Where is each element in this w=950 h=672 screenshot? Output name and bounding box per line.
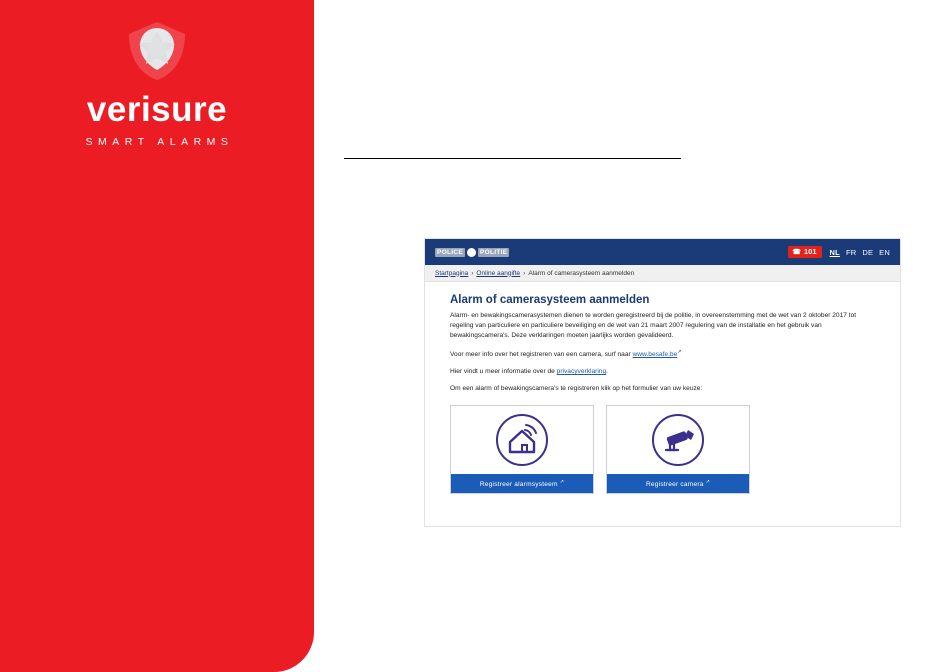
privacy-link[interactable]: privacyverklaring — [556, 368, 607, 376]
phone-icon: ☎ — [792, 248, 802, 256]
privacy-paragraph-suffix: . — [606, 368, 608, 376]
besafe-link[interactable]: www.besafe.be — [632, 350, 678, 358]
page-title: Alarm of camerasysteem aanmelden — [450, 294, 650, 306]
verisure-brand-panel — [0, 0, 314, 672]
horizontal-rule — [344, 158, 681, 159]
choose-form-paragraph: Om een alarm of bewakingscamera's te registreren klik op het formulier van uw keuze: — [450, 385, 703, 393]
intro-paragraph: Alarm- en bewakingscamerasystemen dienen te worden geregistreerd bij de politie, in overeenstemming met de wet van 2 oktober 2017 tot regeling van particuliere en particuliere beveiliging en de wet van 21 maart 2007 regulering van de installatie en het gebruik van bewakingscamera's. Deze verklaringen moeten jaarlijks worden gevalideerd. — [450, 312, 857, 340]
logo-text-police: POLICE — [437, 248, 463, 256]
besafe-paragraph — [450, 349, 875, 360]
logo-emblem-icon — [467, 248, 476, 257]
lang-nl[interactable]: NL — [829, 247, 840, 257]
language-switcher[interactable] — [830, 248, 890, 257]
lang-fr[interactable]: FR — [845, 247, 857, 257]
emergency-phone-badge[interactable] — [788, 246, 821, 258]
site-header — [425, 239, 900, 265]
verisure-shield-icon — [122, 18, 192, 84]
breadcrumb-item-startpagina[interactable]: Startpagina — [435, 269, 469, 277]
brand-name: verisure — [86, 90, 228, 129]
external-link-icon: ↗ — [677, 348, 682, 355]
document-area — [314, 0, 950, 672]
breadcrumb — [425, 265, 900, 282]
registration-cards — [450, 405, 875, 494]
privacy-paragraph — [450, 367, 875, 377]
embedded-page-screenshot — [424, 238, 901, 527]
card-register-camera[interactable] — [606, 405, 750, 494]
register-camera-button[interactable] — [607, 474, 749, 493]
external-link-icon: ↗ — [705, 478, 711, 485]
breadcrumb-separator: › — [523, 269, 526, 277]
lang-de[interactable]: DE — [862, 247, 874, 257]
register-alarm-button[interactable] — [451, 474, 593, 493]
register-camera-label: Registreer camera — [645, 480, 704, 488]
header-right-group — [788, 246, 890, 258]
breadcrumb-separator: › — [471, 269, 474, 277]
lang-en[interactable]: EN — [879, 247, 890, 257]
privacy-paragraph-prefix: Hier vindt u meer informatie over de — [450, 368, 557, 376]
home-alarm-icon — [451, 406, 593, 474]
phone-number: 101 — [804, 247, 817, 257]
police-badge-icon[interactable] — [435, 248, 509, 257]
breadcrumb-item-current: Alarm of camerasysteem aanmelden — [528, 269, 635, 277]
besafe-paragraph-prefix: Voor meer info over het registreren van een camera, surf naar — [450, 350, 633, 358]
brand-block — [0, 18, 314, 148]
external-link-icon: ↗ — [559, 478, 565, 485]
security-camera-icon — [607, 406, 749, 474]
logo-text-politie: POLITIE — [480, 248, 508, 256]
breadcrumb-item-online-aangifte[interactable]: Online aangifte — [476, 269, 521, 277]
brand-tagline: SMART ALARMS — [85, 136, 234, 148]
register-alarm-label: Registreer alarmsysteem — [479, 480, 558, 488]
page-body — [425, 282, 900, 494]
card-register-alarm[interactable] — [450, 405, 594, 494]
